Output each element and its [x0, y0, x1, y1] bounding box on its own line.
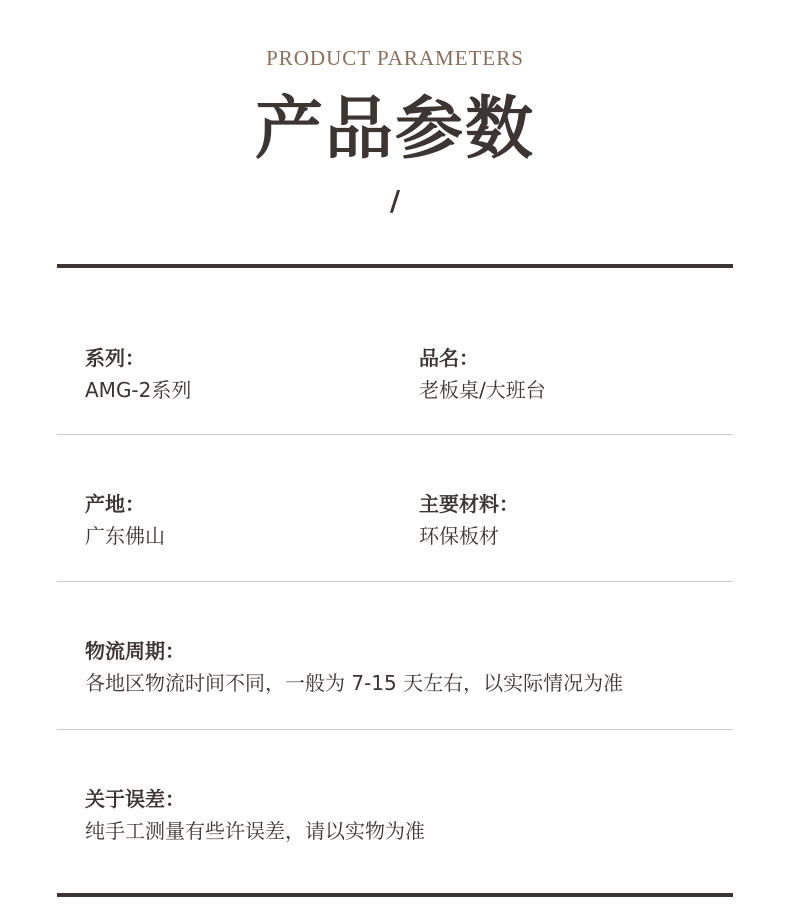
row-divider: [57, 729, 733, 730]
param-logistics: [85, 637, 623, 697]
param-value: 广东佛山: [85, 524, 165, 548]
param-value: 纯手工测量有些许误差，请以实物为准: [85, 819, 425, 843]
param-product-name: [419, 344, 546, 404]
param-error-note: [85, 785, 425, 845]
param-value: 老板桌/大班台: [419, 378, 546, 402]
top-thick-divider: [57, 264, 733, 268]
param-label: 物流周期：: [85, 639, 185, 663]
param-label: 主要材料：: [419, 492, 519, 516]
param-material: [419, 490, 519, 550]
param-series: [85, 344, 191, 404]
param-label: 系列：: [85, 346, 145, 370]
param-origin: [85, 490, 165, 550]
param-value: AMG-2系列: [85, 378, 192, 402]
bottom-thick-divider: [57, 893, 733, 897]
title-slash-mark: /: [389, 184, 401, 217]
row-divider: [57, 581, 733, 582]
param-label: 关于误差：: [85, 787, 185, 811]
param-label: 品名：: [419, 346, 479, 370]
param-value: 各地区物流时间不同，一般为 7-15 天左右，以实际情况为准: [85, 671, 624, 695]
param-label: 产地：: [85, 492, 145, 516]
subtitle-en: PRODUCT PARAMETERS: [266, 46, 524, 70]
param-value: 环保板材: [419, 524, 499, 548]
row-divider: [57, 434, 733, 435]
page-title: 产品参数: [254, 90, 535, 169]
